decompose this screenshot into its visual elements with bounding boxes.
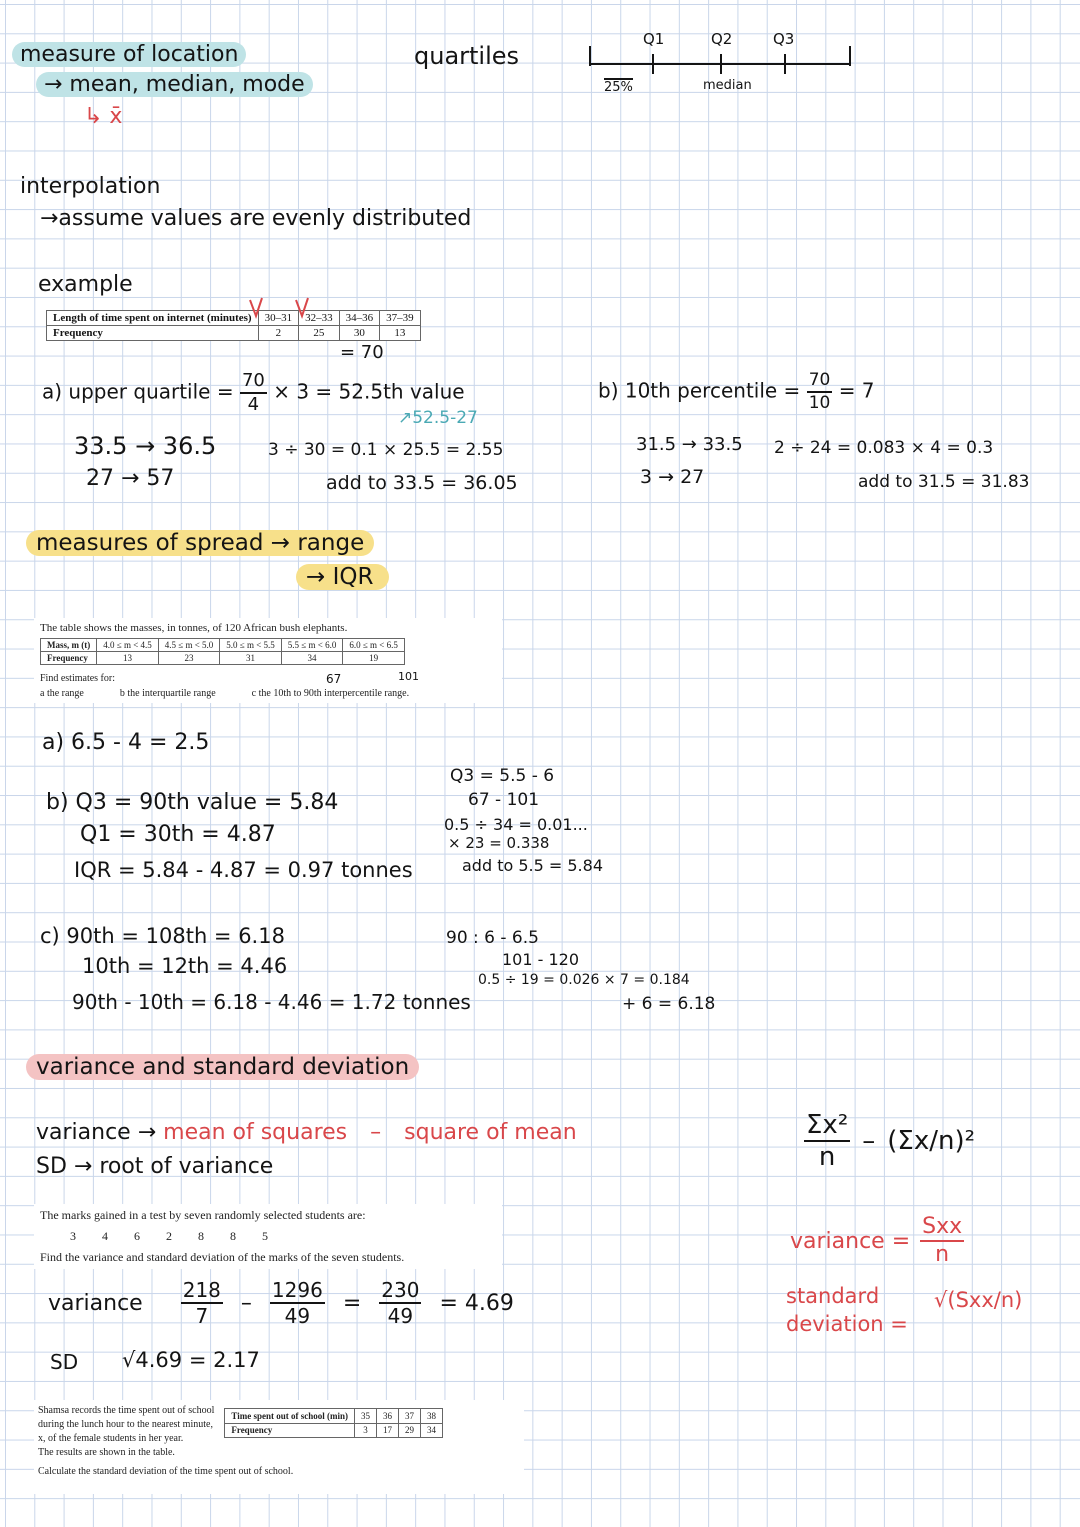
frac-num: 1296: [271, 1278, 323, 1302]
location-heading: measure of location: [12, 42, 246, 67]
q2-label: Q2: [711, 30, 733, 48]
table-cell: 30–31: [258, 311, 299, 326]
table-cell: 23: [158, 652, 220, 665]
table-cell: 35: [354, 1409, 376, 1424]
sd-calc-label: SD: [50, 1350, 79, 1374]
table-cell: 4.0 ≤ m < 4.5: [97, 639, 159, 652]
frac-den: 49: [387, 1304, 414, 1328]
uq-fraction: [240, 372, 267, 414]
table-cell: 3: [354, 1423, 376, 1438]
teal-note: ↗52.5-27: [398, 408, 478, 428]
variance-result: = 4.69: [439, 1290, 514, 1316]
range-answer: a) 6.5 - 4 = 2.5: [42, 730, 210, 755]
table-cell: 36: [376, 1409, 398, 1424]
pct-row1: 31.5 → 33.5: [636, 434, 743, 455]
ipr-side1: 90 : 6 - 6.5: [446, 928, 539, 948]
interpolation-note: →assume values are evenly distributed: [40, 206, 472, 231]
sxx-over-n: [920, 1216, 964, 1266]
table-cell: 6.0 ≤ m < 6.5: [343, 639, 405, 652]
variance-sxx-formula: [790, 1216, 964, 1266]
elephant-parts: [40, 688, 496, 699]
uq-row2: 27 → 57: [86, 466, 175, 491]
frac-den: 10: [808, 393, 831, 413]
xbar-note: ↳ x̄: [84, 104, 123, 129]
note-67: 67: [326, 672, 342, 686]
frac-num: 70: [807, 372, 833, 393]
iqr-side1: Q3 = 5.5 - 6: [450, 766, 555, 786]
mark-value: 4: [102, 1229, 108, 1243]
frac-num: Σx²: [806, 1110, 849, 1140]
uq-suffix: × 3 = 52.5th value: [273, 379, 465, 404]
pct-result: add to 31.5 = 31.83: [858, 472, 1030, 492]
table-cell: 34: [281, 652, 343, 665]
fraction-1296-49: [270, 1280, 325, 1326]
marks-intro: The marks gained in a test by seven randomly selected students are:: [40, 1208, 366, 1222]
frac-den: 7: [195, 1304, 209, 1328]
table-cell: 32–33: [299, 311, 340, 326]
table-cell: 19: [343, 652, 405, 665]
ipr-line1: c) 90th = 108th = 6.18: [40, 924, 285, 948]
red-tick-marks: [246, 296, 316, 320]
mean-squared: (Σx/n)²: [887, 1126, 976, 1156]
variance-label: variance =: [790, 1228, 911, 1254]
square-of-mean: square of mean: [404, 1120, 577, 1145]
example-label: example: [38, 272, 133, 297]
table-cell: 29: [398, 1423, 420, 1438]
pct-label: 25%: [604, 80, 633, 95]
part-a: a the range: [40, 688, 84, 699]
mark-value: 8: [230, 1229, 236, 1243]
table-cell: 34–36: [339, 311, 380, 326]
mark-value: 3: [70, 1229, 76, 1243]
elephant-find: Find estimates for:: [40, 673, 115, 684]
variance-formula: [804, 1112, 975, 1170]
uq-result: add to 33.5 = 36.05: [326, 472, 518, 494]
table-freq-label: Frequency: [225, 1423, 355, 1438]
variance-calc-label: variance: [48, 1290, 143, 1316]
frequency-total: = 70: [340, 342, 384, 363]
location-arrow-line: → mean, median, mode: [36, 72, 313, 97]
calc-minus: –: [240, 1290, 252, 1316]
sd-label: standard deviation =: [786, 1284, 908, 1336]
ipr-line2: 10th = 12th = 4.46: [82, 954, 288, 978]
def-dash: –: [370, 1120, 382, 1145]
marks-list: [70, 1229, 496, 1244]
ipr-side4: + 6 = 6.18: [622, 994, 716, 1014]
table-header-label: Length of time spent on internet (minutes): [47, 311, 259, 326]
variance-calculation: [48, 1280, 514, 1326]
calc-eq: =: [342, 1290, 362, 1316]
formula-minus: –: [862, 1126, 876, 1156]
ipr-side2: 101 - 120: [502, 950, 580, 969]
ipr-line3: 90th - 10th = 6.18 - 4.46 = 1.72 tonnes: [72, 990, 471, 1014]
table-freq-label: Frequency: [41, 652, 97, 665]
q1-label: Q1: [643, 30, 665, 48]
pct-suffix: = 7: [838, 378, 875, 403]
iqr-line2: Q1 = 30th = 4.87: [80, 822, 276, 847]
table-mass-label: Mass, m (t): [41, 639, 97, 652]
mark-value: 5: [262, 1229, 268, 1243]
table-cell: 37: [398, 1409, 420, 1424]
frac-num: Sxx: [920, 1216, 964, 1242]
shamsa-line: Shamsa records the time spent out of school: [38, 1405, 215, 1416]
part-b: b the interquartile range: [119, 688, 216, 699]
table-cell: 13: [380, 326, 421, 341]
percentile-line: [598, 372, 875, 412]
iqr-label: → IQR: [296, 564, 389, 590]
shamsa-table: [224, 1408, 443, 1438]
frac-den: n: [818, 1142, 836, 1172]
pct-calc: 2 ÷ 24 = 0.083 × 4 = 0.3: [774, 438, 994, 458]
uq-calc: 3 ÷ 30 = 0.1 × 25.5 = 2.55: [268, 440, 504, 460]
frac-num: 218: [182, 1278, 221, 1302]
frac-num: 70: [240, 372, 267, 394]
check-mark: [250, 298, 262, 316]
quartiles-title: quartiles: [414, 42, 520, 70]
frac-den: 49: [284, 1304, 311, 1328]
shamsa-calculate: Calculate the standard deviation of the time spent out of school.: [38, 1466, 294, 1477]
table-cell: 2: [258, 326, 299, 341]
table-cell: 38: [420, 1409, 442, 1424]
shamsa-line: x, of the female students in her year.: [38, 1433, 184, 1444]
iqr-line3: IQR = 5.84 - 4.87 = 0.97 tonnes: [74, 858, 413, 882]
elephant-question: [34, 618, 502, 703]
q3-label: Q3: [773, 30, 795, 48]
elephant-table: [40, 638, 405, 665]
table-cell: 4.5 ≤ m < 5.0: [158, 639, 220, 652]
table-cell: 25: [299, 326, 340, 341]
sum-x-squared-over-n: [804, 1112, 850, 1170]
frac-den: n: [935, 1242, 950, 1267]
shamsa-line: The results are shown in the table.: [38, 1447, 175, 1458]
iqr-side2: 67 - 101: [468, 790, 540, 810]
table-cell: 34: [420, 1423, 442, 1438]
iqr-line1: b) Q3 = 90th value = 5.84: [46, 790, 339, 815]
part-c: c the 10th to 90th interpercentile range.: [251, 688, 410, 699]
fraction-218-7: [181, 1280, 223, 1326]
elephant-intro: The table shows the masses, in tonnes, of 120 African bush elephants.: [40, 622, 348, 634]
table-time-label: Time spent out of school (min): [225, 1409, 355, 1424]
iqr-side5: add to 5.5 = 5.84: [462, 856, 603, 875]
table-cell: 30: [339, 326, 380, 341]
median-label: median: [703, 78, 752, 93]
pct-fraction: [807, 372, 833, 412]
table-cell: 37–39: [380, 311, 421, 326]
table-cell: 13: [97, 652, 159, 665]
mark-value: 2: [166, 1229, 172, 1243]
pct-row2: 3 → 27: [640, 466, 705, 488]
shamsa-text: [38, 1404, 214, 1460]
iqr-side3: 0.5 ÷ 34 = 0.01...: [444, 815, 588, 834]
sd-root-formula: √(Sxx/n): [934, 1288, 1023, 1312]
interpolation-heading: interpolation: [20, 174, 161, 199]
sd-definition: SD → root of variance: [36, 1154, 274, 1179]
pct-prefix: b) 10th percentile =: [598, 378, 801, 403]
mean-of-squares: mean of squares: [163, 1120, 348, 1145]
uq-row1: 33.5 → 36.5: [74, 432, 217, 460]
shamsa-question: [34, 1400, 524, 1494]
frac-den: 4: [247, 394, 260, 415]
table-cell: 5.0 ≤ m < 5.5: [220, 639, 282, 652]
marks-question: [34, 1204, 502, 1269]
iqr-side4: × 23 = 0.338: [448, 834, 550, 852]
variance-def-label: variance →: [36, 1120, 157, 1145]
check-mark: [296, 298, 308, 316]
mark-value: 8: [198, 1229, 204, 1243]
sd-calculation: √4.69 = 2.17: [122, 1348, 260, 1372]
variance-definition: [36, 1120, 577, 1145]
table-freq-label: Frequency: [47, 326, 259, 341]
marks-find: Find the variance and standard deviation of the marks of the seven students.: [40, 1250, 405, 1264]
note-101: 101: [398, 670, 419, 683]
uq-prefix: a) upper quartile =: [42, 379, 234, 404]
mark-value: 6: [134, 1229, 140, 1243]
shamsa-line: during the lunch hour to the nearest minute,: [38, 1419, 213, 1430]
frac-num: 230: [381, 1278, 420, 1302]
ipr-side3: 0.5 ÷ 19 = 0.026 × 7 = 0.184: [478, 972, 690, 988]
fraction-230-49: [379, 1280, 421, 1326]
table-cell: 17: [376, 1423, 398, 1438]
table-cell: 5.5 ≤ m < 6.0: [281, 639, 343, 652]
internet-time-table: [46, 310, 421, 341]
table-cell: 31: [220, 652, 282, 665]
spread-heading: measures of spread → range: [26, 530, 374, 556]
variance-heading: variance and standard deviation: [26, 1054, 419, 1080]
